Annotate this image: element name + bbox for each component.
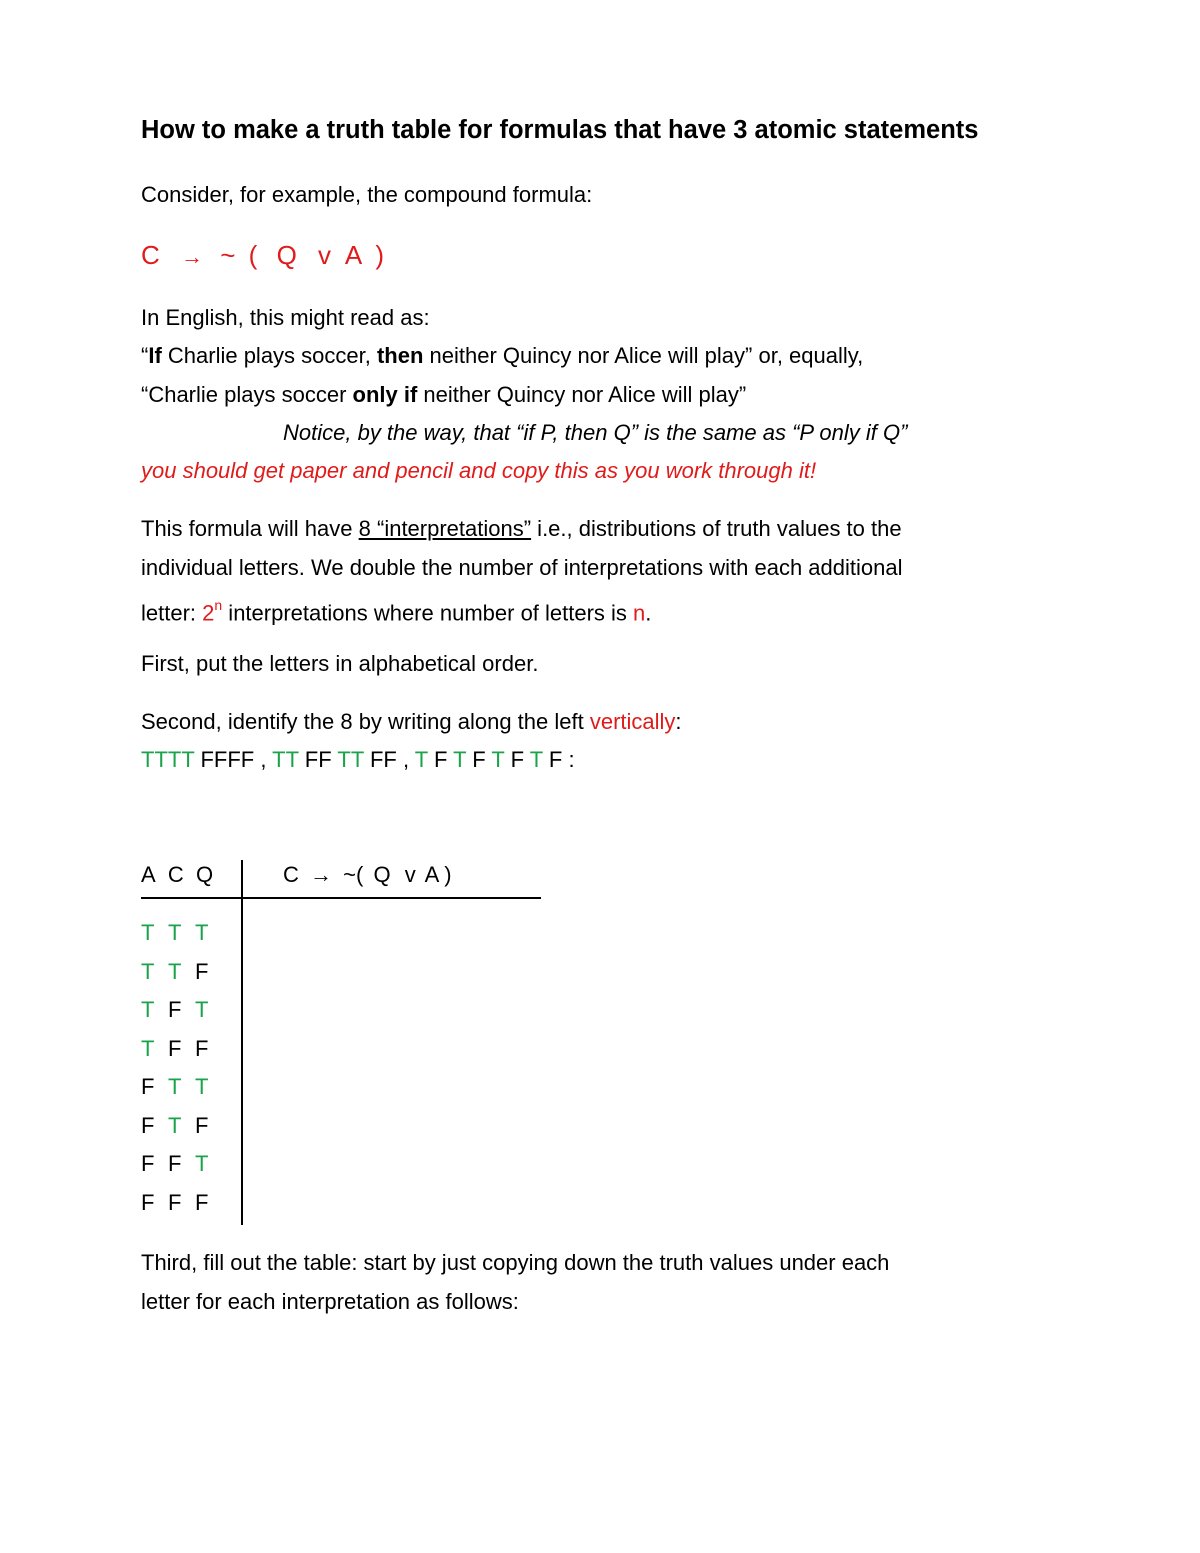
tf-pattern — [141, 745, 575, 775]
truth-value: F — [195, 958, 209, 984]
truth-value: T — [141, 958, 155, 984]
quote-bold-if: If — [148, 343, 162, 368]
truth-value: F — [195, 1112, 209, 1138]
formula-part: C — [141, 240, 161, 270]
header-formula-part: Q — [373, 862, 391, 887]
formula-part: v — [318, 240, 333, 270]
truth-value: F — [195, 1189, 209, 1215]
truth-value: T — [195, 1074, 209, 1099]
interp-text: This formula will have — [141, 516, 359, 541]
formula-part: ) — [375, 240, 386, 270]
third-step-line-2: letter for each interpretation as follows: — [141, 1289, 519, 1314]
header-formula-part: ( — [356, 862, 364, 887]
truth-value: T — [141, 1035, 155, 1061]
truth-value: F — [141, 1189, 155, 1215]
truth-value: F — [141, 1151, 155, 1176]
quote-text: “Charlie plays soccer — [141, 382, 353, 407]
truth-value: T — [168, 958, 182, 984]
interp-text: i.e., distributions of truth values to the — [531, 516, 902, 541]
interp-underlined: 8 “interpretations” — [358, 516, 532, 541]
table-header-formula — [283, 862, 452, 888]
pattern-segment: F : — [542, 747, 575, 772]
table-row — [141, 1036, 222, 1062]
quote-bold-then: then — [376, 343, 424, 368]
pattern-segment: FF , — [363, 747, 415, 772]
paper-note: you should get paper and pencil and copy this as you work through it! — [141, 458, 817, 483]
formula-part: ( — [248, 240, 259, 270]
header-formula-part: v — [404, 862, 416, 887]
quote-line-1 — [141, 341, 863, 371]
quote-text: “ — [141, 343, 149, 368]
quote-bold-only-if: only if — [352, 382, 418, 407]
truth-value: F — [168, 997, 182, 1022]
truth-value: F — [141, 1074, 155, 1099]
table-row — [141, 997, 222, 1023]
pattern-segment: F — [427, 747, 454, 772]
truth-value: T — [195, 997, 209, 1022]
truth-value: T — [141, 997, 155, 1022]
n-variable: n — [633, 600, 646, 626]
interp-text: interpretations where number of letters is — [222, 600, 634, 626]
second-step — [141, 707, 682, 737]
truth-value: T — [141, 920, 155, 945]
pattern-segment: T — [414, 747, 428, 772]
pattern-segment: TT — [337, 747, 364, 772]
pattern-segment: T — [529, 747, 543, 772]
table-row — [141, 920, 222, 946]
pattern-segment: FF — [298, 747, 338, 772]
truth-value: T — [168, 1074, 182, 1099]
main-formula — [141, 240, 389, 271]
interp-line-3 — [141, 592, 651, 628]
power-base: 2 — [202, 600, 215, 626]
truth-value: T — [195, 920, 209, 945]
table-row — [141, 1074, 222, 1100]
notice-text: Notice, by the way, that “if P, then Q” is the same as “P only if Q” — [283, 420, 908, 445]
truth-value: T — [195, 1151, 209, 1176]
second-text: : — [675, 709, 682, 734]
page-title: How to make a truth table for formulas that have 3 atomic statements — [141, 116, 979, 144]
truth-value: F — [168, 1151, 182, 1176]
header-formula-part: A — [424, 862, 439, 887]
interp-line-2: individual letters. We double the number of interpretations with each additional — [141, 555, 903, 580]
interp-text: . — [645, 600, 652, 626]
pattern-segment: T — [453, 747, 467, 772]
quote-line-2 — [141, 380, 746, 410]
table-row — [141, 1113, 222, 1139]
arrow-icon: → — [310, 862, 333, 887]
table-row — [141, 959, 222, 985]
pattern-segment: F — [504, 747, 530, 772]
truth-value: F — [195, 1035, 209, 1061]
pattern-segment: TTTT — [141, 747, 195, 772]
second-red: vertically — [589, 709, 676, 734]
truth-value: F — [168, 1035, 182, 1061]
pattern-segment: FFFF , — [194, 747, 273, 772]
interp-text: letter: — [141, 600, 203, 626]
table-horizontal-divider — [141, 897, 541, 899]
pattern-segment: F — [466, 747, 492, 772]
header-letter: C — [167, 862, 184, 887]
english-intro: In English, this might read as: — [141, 305, 430, 330]
pattern-segment: T — [491, 747, 505, 772]
arrow-icon: → — [181, 244, 205, 269]
pattern-segment: TT — [272, 747, 299, 772]
header-letter: A — [141, 862, 156, 887]
header-formula-part: C — [283, 862, 299, 887]
second-text: Second, identify the 8 by writing along the left — [141, 709, 590, 734]
formula-part: ~ — [220, 240, 237, 270]
interp-line-1 — [141, 514, 902, 544]
quote-text: neither Quincy nor Alice will play” — [417, 382, 747, 407]
truth-value: T — [168, 1112, 182, 1138]
truth-value: F — [141, 1112, 155, 1138]
quote-text: Charlie plays soccer, — [161, 343, 377, 368]
table-row — [141, 1151, 222, 1177]
table-row — [141, 1190, 222, 1216]
formula-part: A — [344, 240, 364, 270]
truth-value: T — [168, 920, 182, 945]
header-formula-part: ~ — [343, 862, 356, 887]
quote-text: neither Quincy nor Alice will play” or, equally, — [423, 343, 864, 368]
intro-text: Consider, for example, the compound formula: — [141, 182, 593, 207]
header-formula-part: ) — [444, 862, 452, 887]
header-letter: Q — [196, 862, 214, 887]
power-exponent: n — [214, 597, 223, 613]
truth-value: F — [168, 1189, 182, 1215]
first-step: First, put the letters in alphabetical order. — [141, 651, 539, 676]
formula-part: Q — [276, 240, 298, 270]
table-vertical-divider — [241, 860, 243, 1225]
third-step-line-1: Third, fill out the table: start by just copying down the truth values under each — [141, 1250, 890, 1275]
table-header-letters — [141, 862, 213, 888]
